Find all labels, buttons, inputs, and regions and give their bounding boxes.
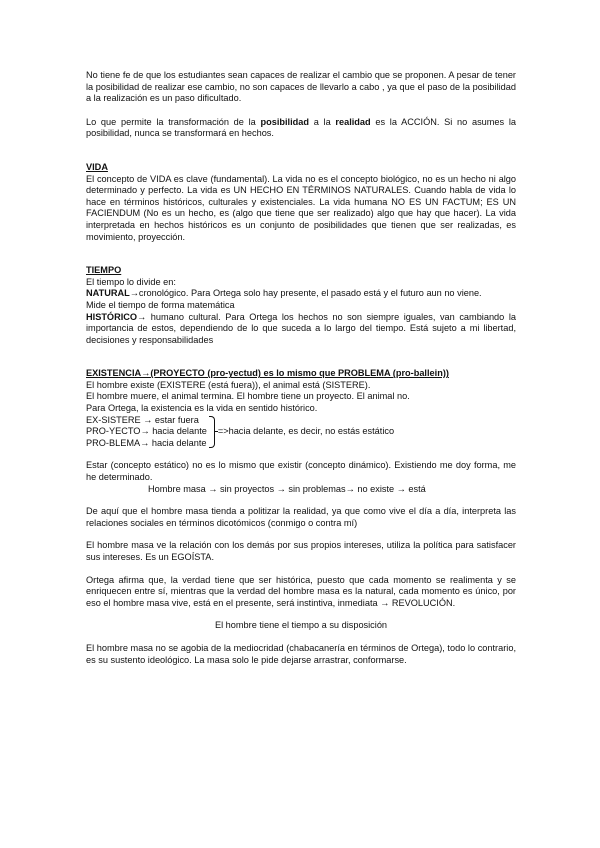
brace-line-pro-yecto: PRO-YECTO→ hacia delante xyxy=(86,426,207,437)
intro-paragraph-2 xyxy=(86,117,516,140)
tiempo-natural-line xyxy=(86,288,516,300)
tiempo-intro-line: El tiempo lo divide en: xyxy=(86,276,176,287)
brace-line-ex-sistere: EX-SISTERE → estar fuera xyxy=(86,414,199,425)
existencia-line-1: El hombre existe (EXISTERE (está fuera)), el animal está (SISTERE). xyxy=(86,379,371,390)
historico-label: HISTÓRICO xyxy=(86,311,138,322)
intro-p2-posibilidad: posibilidad xyxy=(260,116,309,127)
curly-brace-icon xyxy=(209,416,215,448)
masa-paragraph-2: El hombre masa ve la relación con los demás por sus propios intereses, utiliza la política para satisfacer sus intereses. Es un EGOÍSTA. xyxy=(86,540,516,562)
intro-paragraph-1: No tiene fe de que los estudiantes sean capaces de realizar el cambio que se proponen. A pesar de tener la posibilidad de realizar ese cambio, no son capaces de llevarlo a cabo , ya que el paso de la posibilidad a la realización es un paso dificultado. xyxy=(86,70,516,104)
intro-p2-c: a la xyxy=(308,116,336,127)
estar-paragraph: Estar (concepto estático) no es lo mismo que existir (concepto dinámico). Existiendo me doy forma, me he determinado. xyxy=(86,460,516,483)
brace-conclusion: =>hacia delante, es decir, no estás estático xyxy=(217,426,395,437)
existencia-line-3: Para Ortega, la existencia es la vida en sentido histórico. xyxy=(86,403,318,414)
vida-paragraph: El concepto de VIDA es clave (fundamental). La vida no es el concepto biológico, no es un hecho ni algo determinado y perfecto. La vida es UN HECHO EN TÉRMINOS NATURALES. Cuando habla de vida lo hace en términos históricos, culturales y existenciales. La vida humana NO ES UN FACTUM; ES UN FACIENDUM (No es un hecho, es (algo que tiene que ser realizado) algo que hay que hacer). La vida interpretada en hechos históricos es un conjunto de posibilidades que tienen que ser realizadas, es movimiento, proyección. xyxy=(86,173,516,242)
existencia-heading: EXISTENCIA→(PROYECTO (pro-yectud) es lo mismo que PROBLEMA (pro-ballein)) xyxy=(86,368,449,379)
intro-p2-d: es la ACCIÓN. Si no asumes la posibilidad, nunca se transformará en hechos. xyxy=(86,116,516,139)
intro-p2-a: Lo que permite la transformación de la xyxy=(86,116,261,127)
tiempo-heading: TIEMPO xyxy=(86,265,122,276)
natural-label: NATURAL xyxy=(86,288,130,299)
historico-text: → humano cultural. Para Ortega los hechos no son siempre iguales, van cambiando la importancia de estos, dependiendo de lo que suceda a lo largo del tiempo. Está sujeto a mi libertad, decisiones y responsabilidades xyxy=(86,311,516,345)
tiempo-natural-line-2: Mide el tiempo de forma matemática xyxy=(86,299,235,310)
existencia-line-2: El hombre muere, el animal termina. El hombre tiene un proyecto. El animal no. xyxy=(86,391,410,402)
vida-heading: VIDA xyxy=(86,161,108,172)
hombre-masa-chain: Hombre masa → sin proyectos → sin problemas→ no existe → está xyxy=(148,483,426,494)
centered-statement: El hombre tiene el tiempo a su disposición xyxy=(214,620,388,631)
brace-group xyxy=(86,415,516,450)
brace-line-pro-blema: PRO-BLEMA→ hacia delante xyxy=(86,437,207,448)
tiempo-historico-paragraph xyxy=(86,312,516,347)
natural-text: →cronológico. Para Ortega solo hay presente, el pasado está y el futuro aun no viene. xyxy=(129,288,482,299)
intro-p2-realidad: realidad xyxy=(335,116,371,127)
document-page xyxy=(86,70,516,666)
masa-paragraph-1: De aquí que el hombre masa tienda a politizar la realidad, ya que como vive el día a día, interpreta las relaciones sociales en términos dicotómicos (conmigo o contra mí) xyxy=(86,506,516,528)
final-paragraph: El hombre masa no se agobia de la mediocridad (chabacanería en términos de Ortega), todo lo contrario, es su sustento ideológico. La masa solo le pide dejarse arrastrar, conformarse. xyxy=(86,642,516,665)
verdad-paragraph: Ortega afirma que, la verdad tiene que ser histórica, puesto que cada momento se realimenta y se enriquecen entre sí, mientras que la verdad del hombre masa es la natural, cada momento es único, por eso el hombre masa vive, está en el presente, será instintiva, inmediata → REVOLUCIÓN. xyxy=(86,574,516,608)
